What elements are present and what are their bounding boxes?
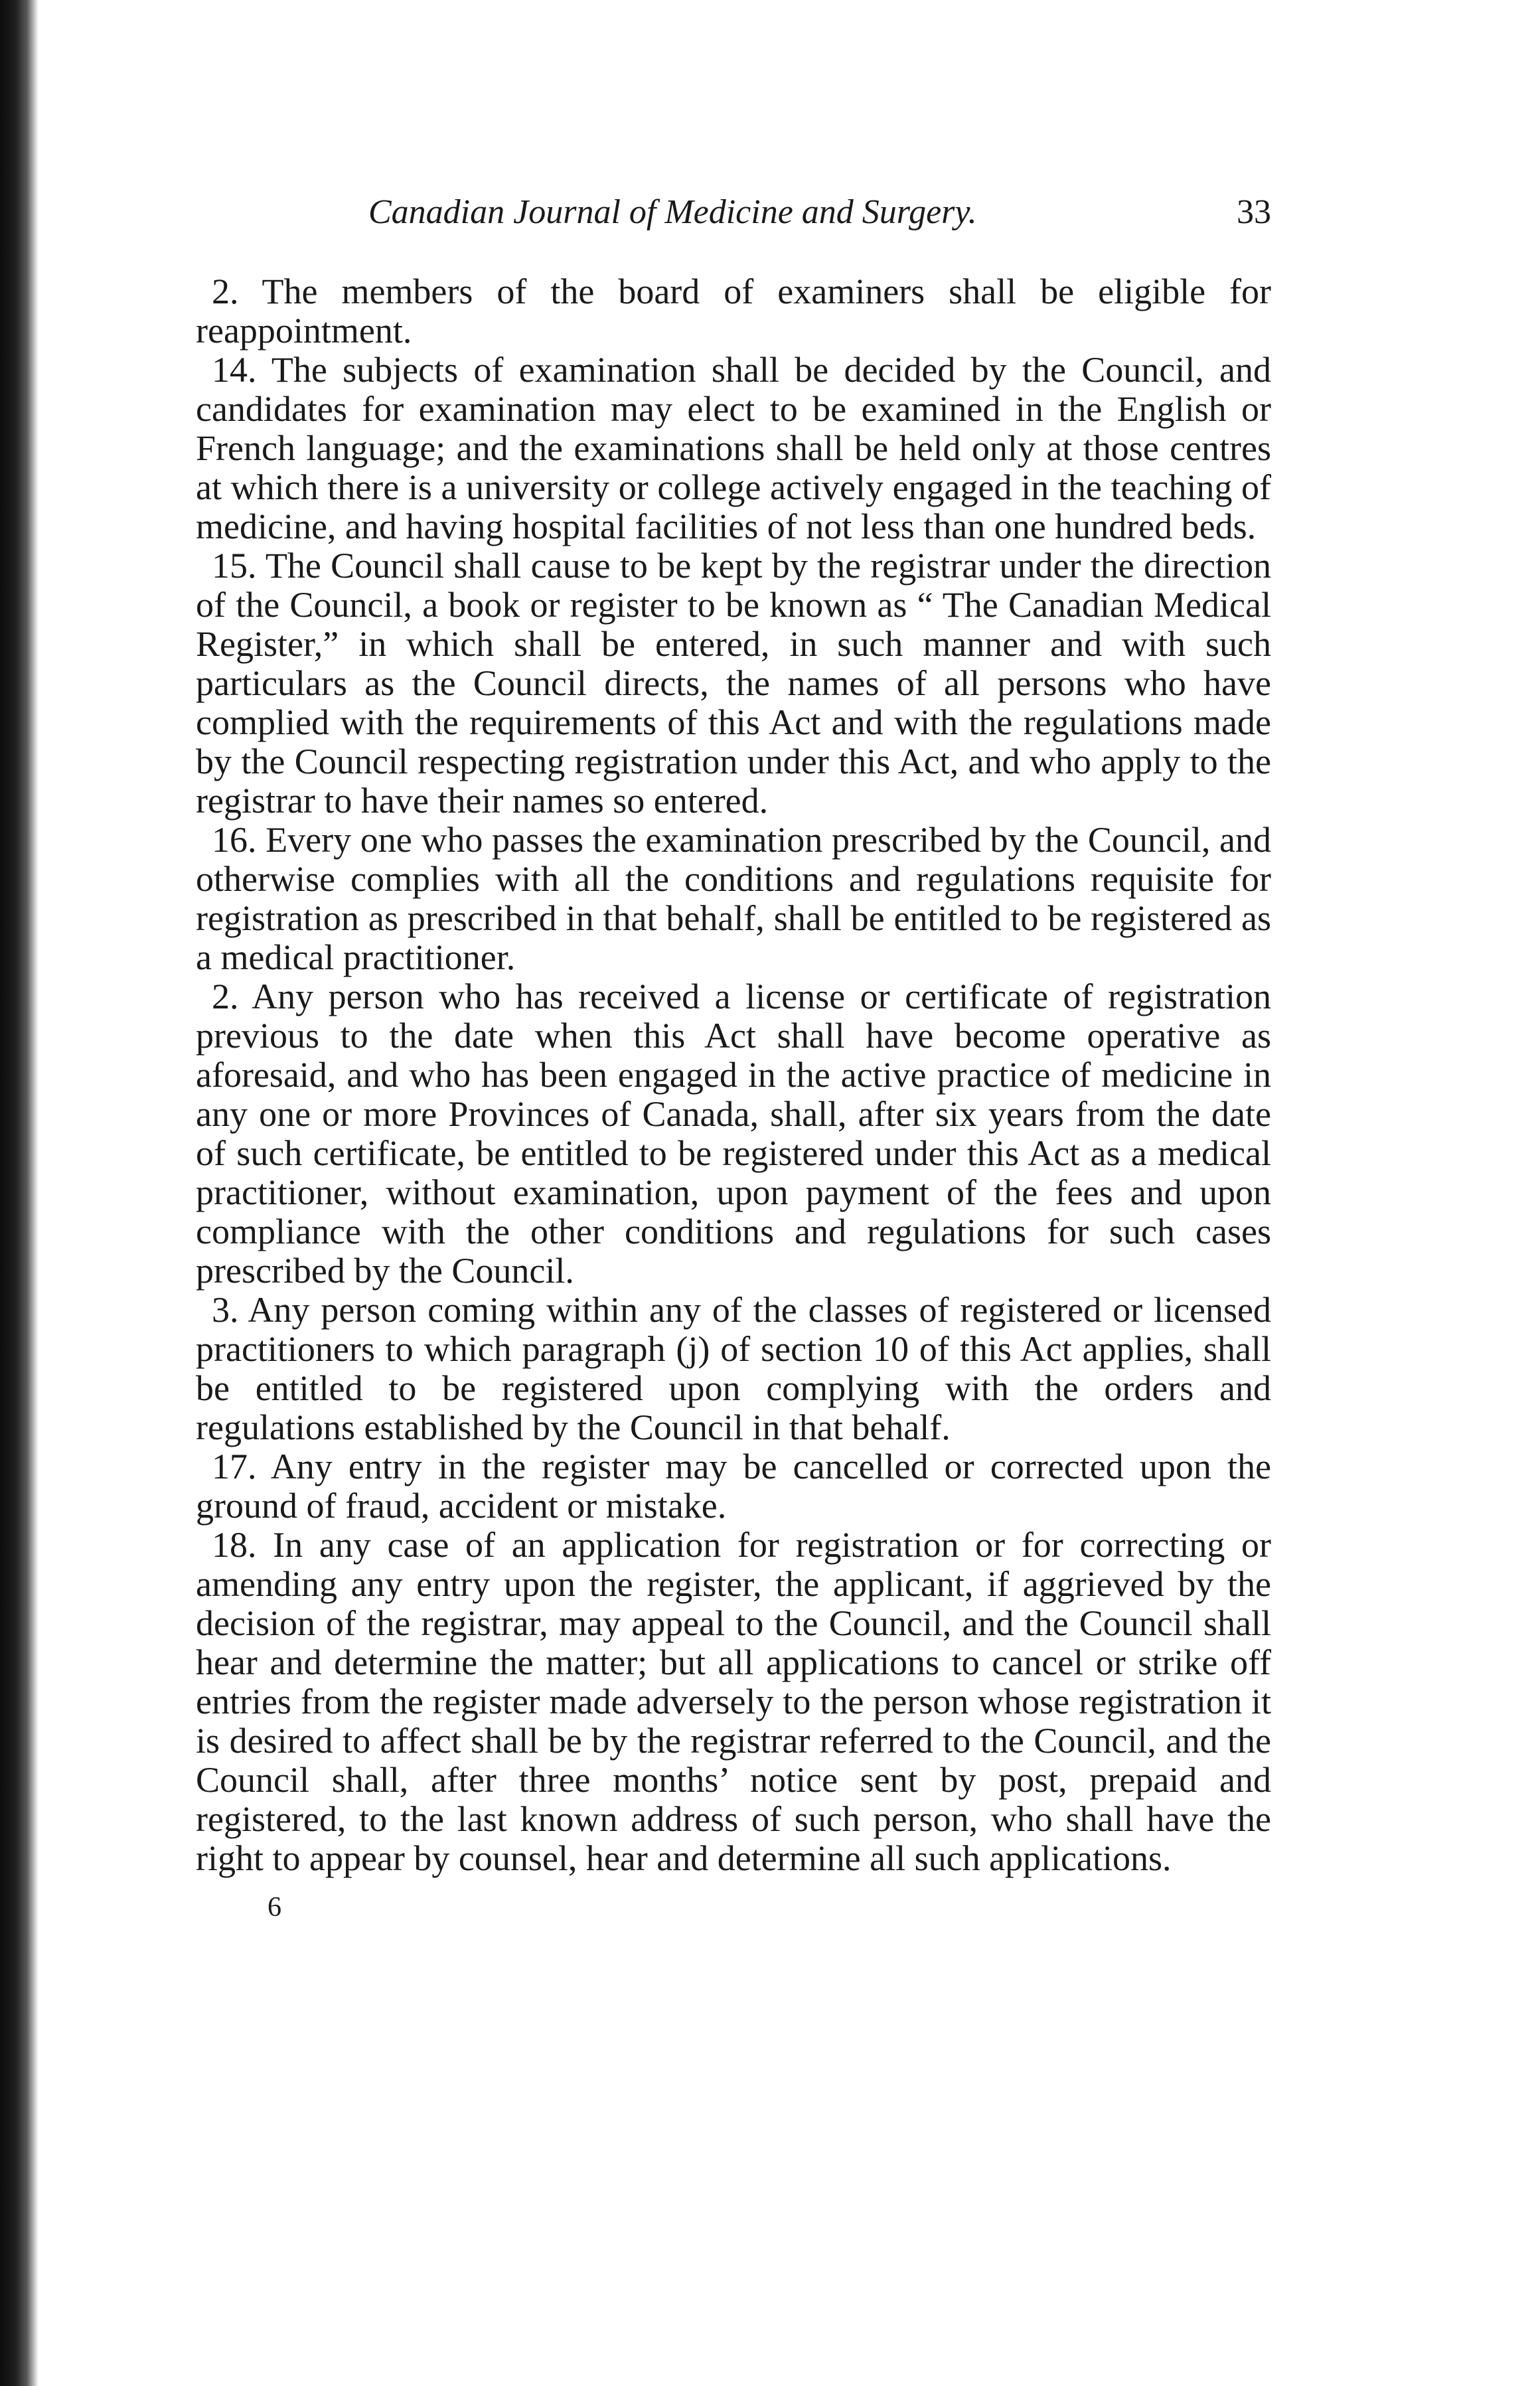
- paragraph-16-2: 2. Any person who has received a license or certificate of registration previous to the date when this Act shall have become operative as aforesaid, and who has been engaged in the active practice of medicine in any one or more Provinces of Canada, shall, after six years from the date of such certificate, be entitled to be registered under this Act as a medical practitioner, without examination, upon payment of the fees and upon compliance with the other conditions and regulations for such cases prescribed by the Council.: [196, 977, 1271, 1291]
- paragraph-section-15: 15. The Council shall cause to be kept by the registrar under the direction of the Council, a book or register to be known as “ The Canadian Medical Register,” in which shall be entered, in such manner and with such particulars as the Council directs, the names of all persons who have complied with the requirements of this Act and with the regulations made by the Council respecting registration under this Act, and who apply to the registrar to have their names so entered.: [196, 546, 1271, 821]
- body-text: [196, 272, 1271, 1878]
- page-header: [196, 193, 1271, 246]
- paragraph-section-18: 18. In any case of an application for registration or for correcting or amending any entry upon the register, the applicant, if aggrieved by the decision of the registrar, may appeal to the Council, and the Council shall hear and determine the matter; but all applications to cancel or strike off entries from the register made adversely to the person whose registration it is desired to affect shall be by the registrar referred to the Council, and the Council shall, after three months’ notice sent by post, prepaid and registered, to the last known address of such person, who shall have the right to appear by counsel, hear and determine all such applications.: [196, 1525, 1271, 1878]
- journal-page: [196, 193, 1271, 1923]
- signature-mark: 6: [268, 1892, 281, 1923]
- paragraph-16-3: 3. Any person coming within any of the classes of registered or licensed practitioners to which paragraph (j) of section 10 of this Act applies, shall be entitled to be registered upon complying with the orders and regulations established by the Council in that behalf.: [196, 1290, 1271, 1447]
- paragraph-section-14: 14. The subjects of examination shall be decided by the Council, and candidates for examination may elect to be examined in the English or French language; and the examinations shall be held only at those centres at which there is a university or college actively engaged in the teaching of medicine, and having hospital facilities of not less than one hundred beds.: [196, 350, 1271, 546]
- paragraph-section-17: 17. Any entry in the register may be cancelled or corrected upon the ground of fraud, accident or mistake.: [196, 1447, 1271, 1526]
- paragraph-section-16: 16. Every one who passes the examination prescribed by the Council, and otherwise complies with all the conditions and regulations requisite for registration as prescribed in that behalf, shall be entitled to be registered as a medical practitioner.: [196, 820, 1271, 977]
- page-number: 33: [1237, 193, 1271, 231]
- running-title: Canadian Journal of Medicine and Surgery.: [368, 193, 977, 231]
- paragraph-13-2-reappointment: 2. The members of the board of examiners shall be eligible for reappointment.: [196, 272, 1271, 351]
- page-binding-edge: [0, 0, 38, 2386]
